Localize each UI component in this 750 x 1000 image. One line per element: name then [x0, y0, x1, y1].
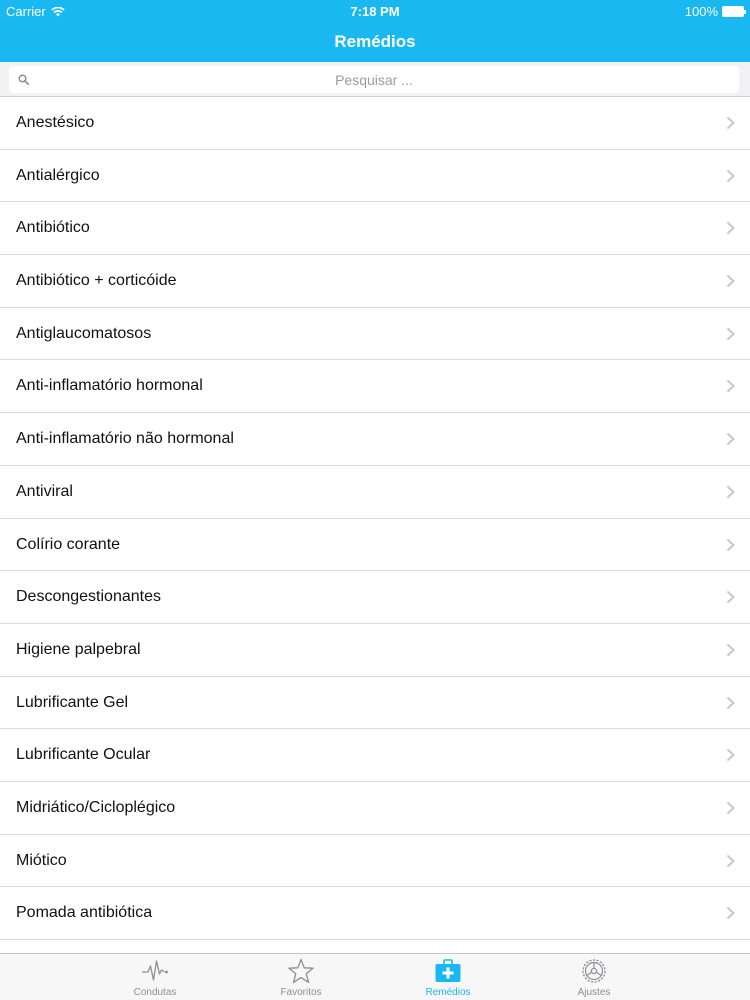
- battery-indicator: [685, 4, 744, 19]
- list-item-lubrificante-gel[interactable]: [0, 677, 750, 730]
- list-item-label: Miótico: [16, 851, 67, 869]
- chevron-right-icon: [726, 221, 735, 235]
- chevron-right-icon: [726, 169, 735, 183]
- list-item-label: Anti-inflamatório não hormonal: [16, 430, 234, 448]
- list-item-label: Colírio corante: [16, 535, 121, 553]
- list-item-label: Antibiótico + corticóide: [16, 272, 177, 290]
- list-item-antialergico[interactable]: [0, 150, 750, 203]
- list-item-descongestionantes[interactable]: [0, 571, 750, 624]
- chevron-right-icon: [726, 748, 735, 762]
- list-item-antibiotico-corticoide[interactable]: [0, 255, 750, 308]
- list-item-anti-inflamatorio-nao-hormonal[interactable]: [0, 413, 750, 466]
- tab-favoritos[interactable]: [251, 954, 351, 1000]
- medkit-icon: [434, 958, 462, 984]
- list-item-label: Antialérgico: [16, 166, 100, 184]
- list-item-label: Midriático/Cicloplégico: [16, 798, 176, 816]
- search-field[interactable]: [9, 66, 739, 93]
- chevron-right-icon: [726, 854, 735, 868]
- chevron-right-icon: [726, 801, 735, 815]
- list-item-label: Anti-inflamatório hormonal: [16, 377, 203, 395]
- status-bar: [0, 0, 750, 22]
- list-item-label: Antiglaucomatosos: [16, 324, 152, 342]
- page-title: Remédios: [334, 32, 416, 51]
- list-item-label: Antibiótico: [16, 219, 90, 237]
- list-item-miotico[interactable]: [0, 835, 750, 888]
- battery-icon: [722, 6, 744, 17]
- chevron-right-icon: [726, 116, 735, 130]
- list-item-anestesico[interactable]: [0, 97, 750, 150]
- star-icon: [287, 958, 315, 984]
- chevron-right-icon: [726, 643, 735, 657]
- tab-remedios[interactable]: [398, 954, 498, 1000]
- tab-label: Ajustes: [577, 987, 611, 998]
- list-item-label: Lubrificante Ocular: [16, 746, 151, 764]
- list-item-label: Higiene palpebral: [16, 640, 141, 658]
- tab-bar: [0, 953, 750, 1000]
- chevron-right-icon: [726, 485, 735, 499]
- list-item-anti-inflamatorio-hormonal[interactable]: [0, 360, 750, 413]
- list-item-antiglaucomatosos[interactable]: [0, 308, 750, 361]
- chevron-right-icon: [726, 538, 735, 552]
- navigation-header: [0, 0, 750, 62]
- list-item-colirio-corante[interactable]: [0, 519, 750, 572]
- list-item-label: Anestésico: [16, 114, 95, 131]
- chevron-right-icon: [726, 696, 735, 710]
- tab-ajustes[interactable]: [544, 954, 644, 1000]
- heartbeat-icon: [141, 958, 169, 984]
- tab-label: Remédios: [425, 987, 471, 998]
- search-input[interactable]: [39, 66, 709, 93]
- tab-condutas[interactable]: [105, 954, 205, 1000]
- list-item-label: Pomada antibiótica: [16, 904, 153, 922]
- tab-label: Favoritos: [280, 987, 322, 998]
- carrier-name: Carrier: [6, 4, 46, 19]
- list-item-midriatico-cicloplegico[interactable]: [0, 782, 750, 835]
- gear-icon: [580, 958, 608, 984]
- chevron-right-icon: [726, 274, 735, 288]
- list-item-higiene-palpebral[interactable]: [0, 624, 750, 677]
- status-time: 7:18 PM: [350, 4, 400, 19]
- list-item-antibiotico[interactable]: [0, 202, 750, 255]
- chevron-right-icon: [726, 906, 735, 920]
- search-bar: [0, 62, 750, 97]
- medicine-category-list: [0, 97, 750, 953]
- search-icon: [18, 74, 29, 85]
- list-item-pomada-antibiotica[interactable]: [0, 887, 750, 940]
- list-item-label: Lubrificante Gel: [16, 693, 129, 711]
- list-item-antiviral[interactable]: [0, 466, 750, 519]
- battery-percent: 100%: [684, 4, 718, 19]
- chevron-right-icon: [726, 590, 735, 604]
- tab-label: Condutas: [133, 987, 177, 998]
- chevron-right-icon: [726, 327, 735, 341]
- list-item-label: Descongestionantes: [16, 588, 161, 606]
- list-item-lubrificante-ocular[interactable]: [0, 729, 750, 782]
- chevron-right-icon: [726, 379, 735, 393]
- chevron-right-icon: [726, 432, 735, 446]
- list-item-label: Antiviral: [16, 482, 73, 500]
